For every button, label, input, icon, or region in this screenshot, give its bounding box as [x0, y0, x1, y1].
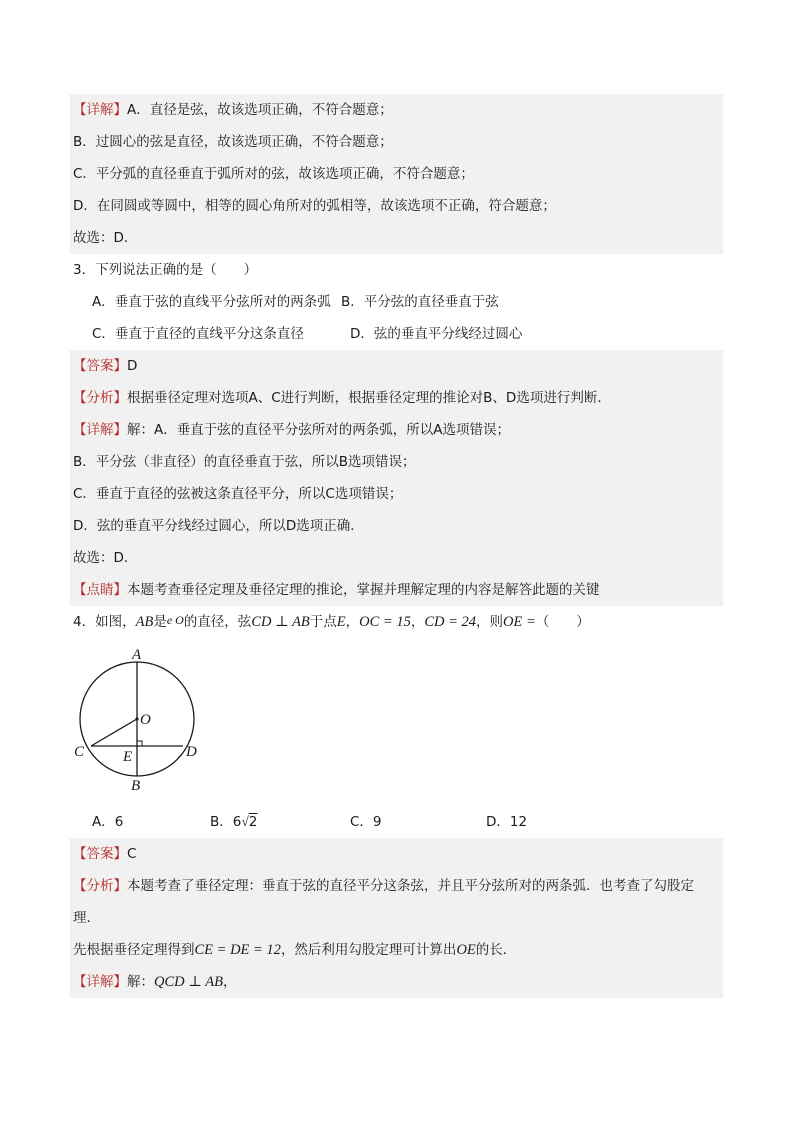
analysis-tag: 【分析】	[73, 390, 127, 406]
q3-detail-b: B．平分弦（非直径）的直径垂直于弦，所以B选项错误；	[70, 446, 723, 478]
q3-answer: 【答案】D	[70, 350, 723, 382]
right-angle-mark	[137, 741, 142, 746]
q3-option-b: B．平分弦的直径垂直于弦	[341, 294, 499, 310]
comment-tag: 【点睛】	[73, 582, 127, 598]
q3-option-c: C．垂直于直径的直线平分这条直径	[92, 326, 304, 342]
q2-choice: 故选：D．	[70, 222, 723, 254]
q3-comment: 【点睛】本题考查垂径定理及垂径定理的推论，掌握并理解定理的内容是解答此题的关键	[70, 574, 723, 606]
q3-options-row1	[70, 286, 723, 318]
q3-option-a: A．垂直于弦的直线平分弦所对的两条弧	[92, 294, 331, 310]
answer-tag: 【答案】	[73, 358, 127, 374]
q4-option-a: A．6	[92, 814, 124, 830]
label-c: C	[74, 744, 85, 760]
q3-choice: 故选：D．	[70, 542, 723, 574]
label-d: D	[186, 744, 197, 760]
detail-tag: 【详解】	[73, 974, 127, 990]
analysis-tag: 【分析】	[73, 878, 127, 894]
because-symbol: Q	[154, 974, 165, 990]
label-a: A	[132, 647, 142, 663]
q3-detail-a: 【详解】解：A．垂直于弦的直径平分弦所对的两条弧，所以A选项错误；	[70, 414, 723, 446]
q4-analysis-3: 先根据垂径定理得到CE = DE = 12，然后利用勾股定理可计算出OE的长．	[70, 934, 723, 966]
q3-option-d: D．弦的垂直平分线经过圆心	[350, 326, 523, 342]
q4-answer: 【答案】C	[70, 838, 723, 870]
label-b: B	[131, 778, 141, 794]
q4-option-b: B．6√2	[210, 814, 258, 830]
q4-analysis-2: 理．	[70, 902, 723, 934]
label-e: E	[123, 749, 133, 765]
q3-detail-c: C．垂直于直径的弦被这条直径平分，所以C选项错误；	[70, 478, 723, 510]
q4-analysis-1: 【分析】本题考查了垂径定理：垂直于弦的直径平分这条弦，并且平分弦所对的两条弧．也考查了勾股定	[70, 870, 723, 902]
circle-symbol: e O	[166, 613, 184, 627]
q3-stem: 3．下列说法正确的是（ ）	[73, 262, 258, 278]
q2-detail-a: 【详解】A．直径是弦，故该选项正确，不符合题意；	[70, 94, 723, 126]
q4-option-d: D．12	[486, 814, 528, 830]
segment-oc	[91, 719, 137, 746]
detail-tag: 【详解】	[73, 102, 127, 118]
detail-tag: 【详解】	[73, 422, 127, 438]
q3-analysis: 【分析】根据垂径定理对选项A、C进行判断，根据垂径定理的推论对B、D选项进行判断．	[70, 382, 723, 414]
q4-stem: 4．如图，AB是e O的直径，弦CD ⊥ AB于点E，OC = 15，CD = 24，则OE =（ ）	[73, 613, 590, 630]
q4-option-c: C．9	[350, 814, 382, 830]
q2-detail-c: C．平分弧的直径垂直于弧所对的弦，故该选项正确，不符合题意；	[70, 158, 723, 190]
q4-detail: 【详解】解：QCD ⊥ AB，	[70, 966, 723, 998]
answer-tag: 【答案】	[73, 846, 127, 862]
circle-diagram	[70, 640, 210, 800]
q3-options-row2	[70, 318, 723, 350]
sqrt-icon: √	[241, 814, 249, 829]
q2-detail-d: D．在同圆或等圆中，相等的圆心角所对的弧相等，故该选项不正确，符合题意；	[70, 190, 723, 222]
q2-detail-b: B．过圆心的弦是直径，故该选项正确，不符合题意；	[70, 126, 723, 158]
q3-detail-d: D．弦的垂直平分线经过圆心，所以D选项正确．	[70, 510, 723, 542]
center-point	[135, 717, 138, 720]
label-o: O	[140, 712, 151, 728]
